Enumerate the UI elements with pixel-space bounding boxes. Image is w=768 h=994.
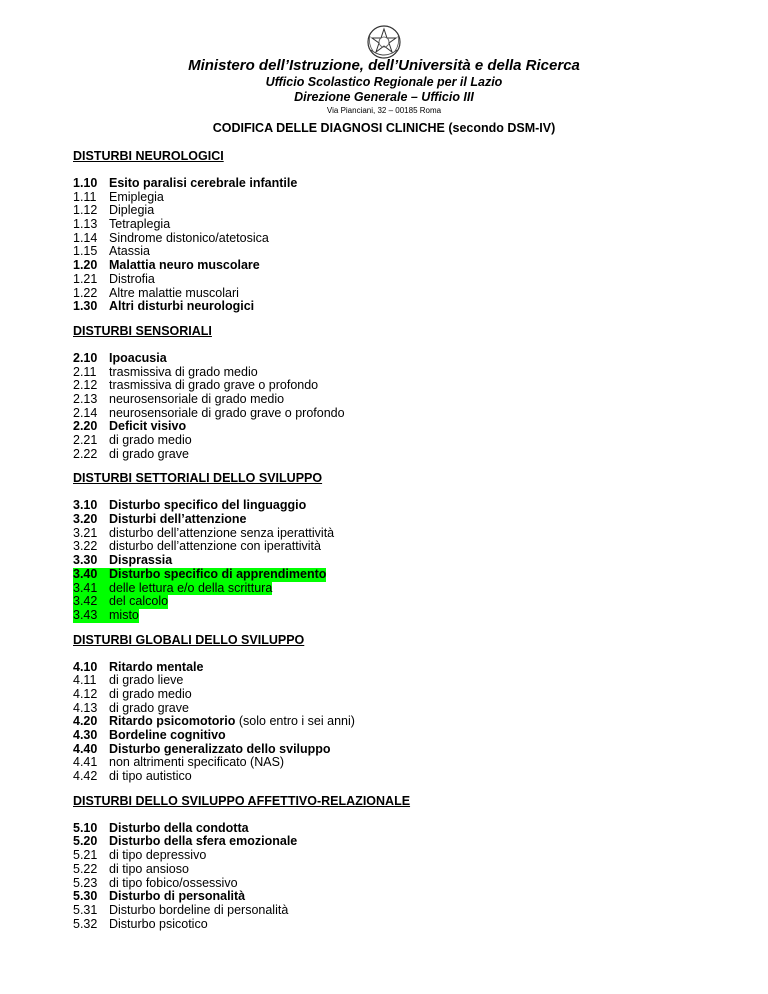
diagnosis-item: [73, 890, 713, 904]
diagnosis-code: 4.30: [73, 728, 98, 742]
diagnosis-section: [73, 633, 713, 784]
diagnosis-code: 5.10: [73, 820, 98, 835]
diagnosis-label-text: Disturbo specifico del linguaggio: [109, 498, 307, 513]
section-title: DISTURBI SENSORIALI: [73, 323, 212, 338]
diagnosis-label-text: Diplegia: [109, 203, 155, 218]
diagnosis-label: [109, 849, 206, 863]
diagnosis-section: [73, 149, 713, 314]
diagnosis-label-text: Disturbo della condotta: [109, 820, 249, 835]
diagnosis-label-text: Sindrome distonico/atetosica: [109, 230, 269, 245]
diagnosis-label-text: di grado grave: [109, 446, 189, 461]
diagnosis-label-text: non altrimenti specificato (NAS): [109, 755, 285, 770]
diagnosis-item: [73, 513, 713, 527]
diagnosis-label: [109, 877, 238, 891]
diagnosis-code: 4.42: [73, 769, 98, 784]
diagnosis-item: [73, 674, 713, 688]
diagnosis-item: [73, 191, 713, 205]
diagnosis-label-text: Esito paralisi cerebrale infantile: [109, 176, 298, 190]
diagnosis-label-text: Altri disturbi neurologici: [109, 299, 255, 314]
diagnosis-item: [73, 300, 713, 314]
diagnosis-code: 1.13: [73, 217, 98, 232]
republic-emblem-icon: [366, 24, 402, 60]
section-title: DISTURBI DELLO SVILUPPO AFFETTIVO-RELAZIONALE: [73, 793, 411, 808]
diagnosis-item: [73, 729, 713, 743]
document-title: CODIFICA DELLE DIAGNOSI CLINICHE (secondo DSM-IV): [212, 121, 556, 135]
diagnosis-label-text: Altre malattie muscolari: [109, 285, 239, 300]
diagnosis-item: [73, 756, 713, 770]
diagnosis-label-text: Atassia: [109, 244, 150, 259]
diagnosis-section: [73, 471, 713, 622]
diagnosis-label-text: di grado lieve: [109, 673, 184, 688]
diagnosis-code: 5.20: [73, 834, 98, 849]
diagnosis-code: 1.21: [73, 271, 98, 286]
diagnosis-label-text: neurosensoriale di grado medio: [109, 391, 285, 406]
diagnosis-item: [73, 540, 713, 554]
diagnosis-code: 1.12: [73, 203, 98, 218]
diagnosis-item: [73, 499, 713, 513]
diagnosis-label-text: disturbo dell’attenzione con iperattività: [109, 539, 321, 554]
diagnosis-code: 2.12: [73, 378, 98, 393]
diagnosis-label-text: Emiplegia: [109, 189, 164, 204]
diagnosis-item: [73, 407, 713, 421]
office-name: Ufficio Scolastico Regionale per il Lazio: [265, 75, 503, 89]
diagnosis-item: [73, 554, 713, 568]
diagnosis-item: [73, 688, 713, 702]
diagnosis-code: 3.20: [73, 512, 98, 527]
diagnosis-code: 1.22: [73, 285, 98, 300]
diagnosis-item: [73, 877, 713, 891]
diagnosis-code: 1.20: [73, 258, 98, 273]
diagnosis-label: [109, 300, 254, 314]
diagnosis-label: [109, 770, 192, 784]
diagnosis-label: [109, 702, 189, 716]
section-title: DISTURBI NEUROLOGICI: [73, 149, 224, 163]
diagnosis-label-text: Disprassia: [109, 553, 173, 568]
diagnosis-label: [109, 609, 139, 623]
diagnosis-item: [73, 527, 713, 541]
diagnosis-code: 3.30: [73, 553, 98, 568]
section-title: DISTURBI GLOBALI DELLO SVILUPPO: [73, 632, 305, 647]
diagnosis-label-text: di tipo autistico: [109, 769, 192, 784]
diagnosis-label: [109, 273, 155, 287]
diagnosis-label: [109, 499, 306, 513]
diagnosis-code: 5.32: [73, 916, 98, 931]
diagnosis-label: [109, 729, 226, 743]
diagnosis-item: [73, 448, 713, 462]
diagnosis-label: [109, 393, 284, 407]
diagnosis-label: [109, 448, 189, 462]
diagnosis-label: [109, 232, 269, 246]
diagnosis-item: [73, 770, 713, 784]
diagnosis-label-text: Bordeline cognitivo: [109, 728, 226, 742]
diagnosis-code: 1.10: [73, 176, 98, 190]
diagnosis-code: 2.20: [73, 419, 98, 434]
diagnosis-item: [73, 352, 713, 366]
diagnosis-item: [73, 393, 713, 407]
diagnosis-label: [109, 379, 318, 393]
diagnosis-label-text: Tetraplegia: [109, 217, 171, 232]
diagnosis-code: 1.15: [73, 244, 98, 259]
diagnosis-label: [109, 835, 297, 849]
direction-name: Direzione Generale – Ufficio III: [294, 90, 474, 104]
diagnosis-label: [109, 434, 192, 448]
diagnosis-label-text: Disturbo psicotico: [109, 916, 208, 931]
diagnosis-code: 3.21: [73, 525, 98, 540]
diagnosis-label-text: Disturbo specifico di apprendimento: [109, 566, 327, 581]
diagnosis-item: [73, 863, 713, 877]
diagnosis-label-text: trasmissiva di grado medio: [109, 364, 258, 379]
diagnosis-item: [73, 822, 713, 836]
diagnosis-label: [109, 352, 167, 366]
diagnosis-code: 4.12: [73, 686, 98, 701]
diagnosis-code: 4.10: [73, 659, 98, 674]
diagnosis-label-text: delle lettura e/o della scrittura: [109, 580, 273, 595]
diagnosis-item: [73, 420, 713, 434]
diagnosis-code: 5.22: [73, 861, 98, 876]
diagnosis-code: 4.13: [73, 700, 98, 715]
diagnosis-code: 2.10: [73, 350, 98, 365]
diagnosis-item: [73, 849, 713, 863]
diagnosis-item: [73, 582, 713, 596]
diagnosis-section: [73, 794, 713, 932]
diagnosis-item: [73, 661, 713, 675]
diagnosis-code: 3.43: [73, 609, 109, 623]
ministry-name: Ministero dell’Istruzione, dell’Università e della Ricerca: [188, 57, 580, 74]
address: Via Pianciani, 32 – 00185 Roma: [326, 106, 442, 115]
diagnosis-item: [73, 379, 713, 393]
diagnosis-note: (solo entro i sei anni): [235, 714, 355, 729]
diagnosis-label-text: del calcolo: [109, 594, 169, 609]
diagnosis-label-text: Disturbi dell’attenzione: [109, 512, 247, 527]
diagnosis-item: [73, 743, 713, 757]
diagnosis-item: [73, 259, 713, 273]
diagnosis-code: 2.21: [73, 433, 98, 447]
diagnosis-label: [109, 715, 355, 729]
diagnosis-label-text: Ritardo mentale: [109, 659, 204, 674]
diagnosis-code: 2.22: [73, 446, 98, 461]
diagnosis-label: [109, 661, 203, 675]
diagnosis-label: [109, 540, 321, 554]
diagnosis-item: [73, 715, 713, 729]
diagnosis-label: [109, 204, 154, 218]
diagnosis-label-text: trasmissiva di grado grave o profondo: [109, 378, 319, 393]
diagnosis-label: [109, 688, 192, 702]
diagnosis-label: [109, 890, 245, 904]
diagnosis-label-text: Disturbo bordeline di personalità: [109, 902, 289, 917]
diagnosis-label: [109, 904, 288, 918]
diagnosis-label-text: Ipoacusia: [109, 350, 167, 365]
diagnosis-label: [109, 918, 208, 932]
diagnosis-label: [109, 420, 186, 434]
letterhead: [0, 56, 768, 116]
diagnosis-label-text: Disturbo di personalità: [109, 889, 246, 904]
diagnosis-label-text: di grado grave: [109, 700, 189, 715]
diagnosis-label: [109, 259, 260, 273]
diagnosis-code: 2.13: [73, 391, 98, 406]
diagnosis-label: [109, 743, 331, 757]
diagnosis-label: [109, 407, 345, 421]
diagnosis-item: [73, 434, 713, 448]
diagnosis-label: [109, 822, 249, 836]
diagnosis-label: [109, 756, 284, 770]
diagnosis-label: [109, 177, 297, 191]
diagnosis-code: 4.20: [73, 714, 98, 729]
diagnosis-label-text: Ritardo psicomotorio: [109, 714, 236, 729]
diagnosis-code: 3.22: [73, 539, 98, 554]
diagnosis-label-text: Distrofia: [109, 271, 155, 286]
diagnosis-item: [73, 904, 713, 918]
diagnosis-item: [73, 218, 713, 232]
diagnosis-code: 4.11: [73, 673, 97, 688]
diagnosis-label: [109, 527, 334, 541]
diagnosis-code: 3.10: [73, 498, 98, 513]
diagnosis-label: [109, 554, 172, 568]
diagnosis-item: [73, 204, 713, 218]
diagnosis-label-text: Malattia neuro muscolare: [109, 258, 260, 273]
diagnosis-code: 1.30: [73, 299, 98, 314]
diagnosis-label-text: di tipo fobico/ossessivo: [109, 875, 238, 890]
diagnosis-label-text: Disturbo della sfera emozionale: [109, 834, 298, 849]
diagnosis-item: [73, 568, 713, 582]
diagnosis-label-text: neurosensoriale di grado grave o profondo: [109, 405, 345, 420]
diagnosis-item: [73, 273, 713, 287]
diagnosis-label-text: disturbo dell’attenzione senza iperattività: [109, 525, 335, 540]
diagnosis-code: 3.41: [73, 582, 109, 596]
diagnosis-label: [109, 513, 247, 527]
diagnosis-item: [73, 232, 713, 246]
diagnosis-code: 5.23: [73, 875, 98, 890]
diagnosis-label: [109, 568, 326, 582]
diagnosis-item: [73, 366, 713, 380]
diagnosis-label-text: Deficit visivo: [109, 419, 187, 434]
diagnosis-code: 5.31: [73, 902, 98, 917]
diagnosis-label-text: di tipo ansioso: [109, 861, 189, 876]
diagnosis-label-text: di tipo depressivo: [109, 848, 207, 863]
diagnosis-item: [73, 245, 713, 259]
diagnosis-item: [73, 835, 713, 849]
diagnosis-code: 1.14: [73, 230, 98, 245]
diagnosis-sections: [73, 149, 713, 941]
diagnosis-label: [109, 863, 189, 877]
diagnosis-code: 2.14: [73, 405, 98, 420]
diagnosis-item: [73, 609, 713, 623]
diagnosis-code: 4.40: [73, 741, 98, 756]
diagnosis-label: [109, 218, 170, 232]
diagnosis-section: [73, 324, 713, 462]
diagnosis-label-text: di grado medio: [109, 686, 192, 701]
diagnosis-code: 3.42: [73, 595, 109, 609]
diagnosis-item: [73, 702, 713, 716]
diagnosis-label-text: Disturbo generalizzato dello sviluppo: [109, 741, 331, 756]
diagnosis-label-text: di grado medio: [109, 433, 192, 447]
section-title: DISTURBI SETTORIALI DELLO SVILUPPO: [73, 471, 323, 486]
diagnosis-code: 1.11: [73, 189, 97, 204]
diagnosis-label: [109, 191, 164, 205]
diagnosis-code: 2.11: [73, 364, 97, 379]
diagnosis-label: [109, 674, 183, 688]
diagnosis-code: 5.30: [73, 889, 98, 904]
diagnosis-item: [73, 177, 713, 191]
diagnosis-item: [73, 595, 713, 609]
diagnosis-code: 4.41: [73, 755, 98, 770]
diagnosis-label: [109, 595, 168, 609]
diagnosis-item: [73, 918, 713, 932]
diagnosis-item: [73, 287, 713, 301]
diagnosis-label: [109, 287, 239, 301]
diagnosis-label: [109, 245, 150, 259]
diagnosis-code: 3.40: [73, 568, 109, 582]
diagnosis-code: 5.21: [73, 848, 98, 863]
diagnosis-label-text: misto: [109, 607, 139, 622]
diagnosis-label: [109, 582, 272, 596]
diagnosis-label: [109, 366, 258, 380]
